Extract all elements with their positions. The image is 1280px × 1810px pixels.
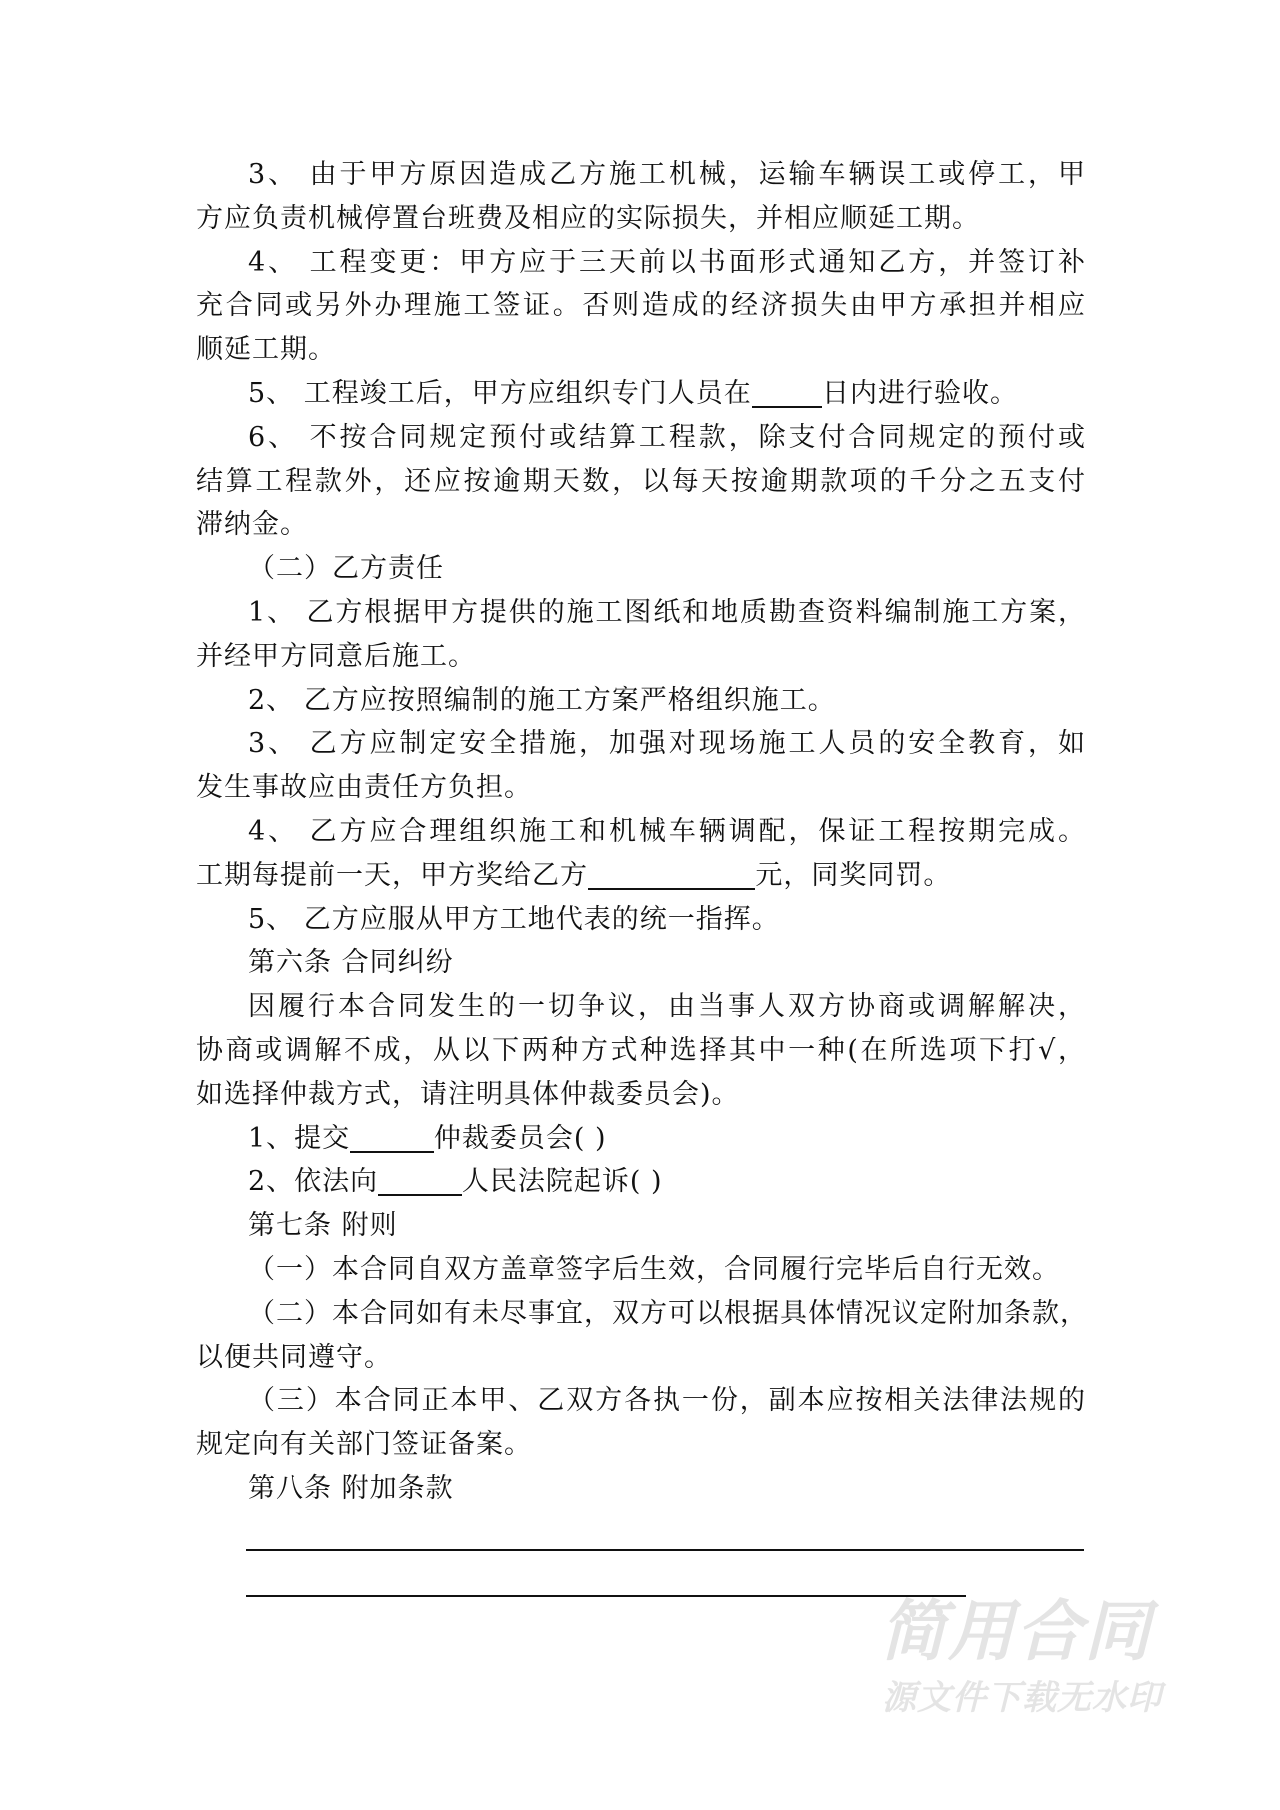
text-segment: （三）本合同正本甲、乙双方各执一份，副本应按相关法律法规的 (248, 1385, 1086, 1417)
additional-terms-line-2 (246, 1595, 966, 1597)
paragraph-line (196, 1117, 1086, 1161)
text-segment: 1、提交 (248, 1122, 351, 1154)
text-segment: 5、 乙方应服从甲方工地代表的统一指挥。 (248, 903, 780, 935)
text-segment: 并经甲方同意后施工。 (196, 640, 476, 672)
paragraph-line (196, 591, 1086, 635)
additional-terms-line-1 (246, 1549, 1084, 1551)
paragraph-line (196, 1204, 1086, 1248)
text-segment: 4、 乙方应合理组织施工和机械车辆调配，保证工程按期完成。 (248, 815, 1086, 847)
text-segment: 日内进行验收。 (821, 377, 1018, 409)
paragraph-line (196, 1248, 1086, 1292)
text-segment: （一）本合同自双方盖章签字后生效，合同履行完毕后自行无效。 (248, 1253, 1060, 1285)
contract-body (196, 153, 1086, 1511)
paragraph-line (196, 241, 1086, 285)
paragraph-line (196, 766, 1086, 810)
fill-in-blank[interactable] (350, 1117, 434, 1153)
paragraph-line (196, 810, 1086, 854)
text-segment: 2、依法向 (248, 1166, 379, 1198)
fill-in-blank[interactable] (752, 372, 822, 408)
text-segment: 第八条 附加条款 (248, 1472, 454, 1504)
text-segment: 1、 乙方根据甲方提供的施工图纸和地质勘查资料编制施工方案， (248, 596, 1086, 628)
text-segment: 充合同或另外办理施工签证。否则造成的经济损失由甲方承担并相应 (196, 290, 1086, 322)
text-segment: 顺延工期。 (196, 334, 336, 366)
text-segment: 以便共同遵守。 (196, 1341, 392, 1373)
text-segment: 滞纳金。 (196, 509, 308, 541)
paragraph-line (196, 941, 1086, 985)
paragraph-line (196, 1073, 1086, 1117)
text-segment: 3、 乙方应制定安全措施，加强对现场施工人员的安全教育，如 (248, 728, 1086, 760)
text-segment: （二）乙方责任 (248, 553, 444, 585)
text-segment: 仲裁委员会( ) (433, 1122, 607, 1154)
paragraph-line (196, 284, 1086, 328)
text-segment: 发生事故应由责任方负担。 (196, 772, 532, 804)
paragraph-line (196, 416, 1086, 460)
text-segment: （二）本合同如有未尽事宜，双方可以根据具体情况议定附加条款， (248, 1297, 1088, 1329)
paragraph-line (196, 547, 1086, 591)
paragraph-line (196, 635, 1086, 679)
paragraph-line (196, 679, 1086, 723)
paragraph-line (196, 503, 1086, 547)
text-segment: 如选择仲裁方式，请注明具体仲裁委员会)。 (196, 1078, 740, 1110)
text-segment: 因履行本合同发生的一切争议，由当事人双方协商或调解解决， (248, 991, 1086, 1023)
text-segment: 6、 不按合同规定预付或结算工程款，除支付合同规定的预付或 (248, 421, 1086, 453)
paragraph-line (196, 1467, 1086, 1511)
text-segment: 2、 乙方应按照编制的施工方案严格组织施工。 (248, 684, 836, 716)
paragraph-line (196, 1292, 1086, 1336)
fill-in-blank[interactable] (588, 854, 755, 890)
text-segment: 3、 由于甲方原因造成乙方施工机械，运输车辆误工或停工，甲 (248, 159, 1086, 190)
paragraph-line (196, 898, 1086, 942)
text-segment: 5、 工程竣工后，甲方应组织专门人员在 (248, 377, 752, 409)
paragraph-line (196, 1379, 1086, 1423)
paragraph-line (196, 1336, 1086, 1380)
paragraph-line (196, 197, 1086, 241)
paragraph-line (196, 372, 1086, 416)
text-segment: 方应负责机械停置台班费及相应的实际损失，并相应顺延工期。 (196, 202, 980, 234)
paragraph-line (196, 460, 1086, 504)
text-segment: 结算工程款外，还应按逾期天数，以每天按逾期款项的千分之五支付 (196, 465, 1086, 497)
text-segment: 元，同奖同罚。 (755, 859, 952, 891)
fill-in-blank[interactable] (378, 1160, 462, 1196)
text-segment: 工期每提前一天，甲方奖给乙方 (196, 859, 588, 891)
watermark-subtitle: 源文件下载无水印 (882, 1678, 1162, 1718)
paragraph-line (196, 1423, 1086, 1467)
text-segment: 规定向有关部门签证备案。 (196, 1429, 532, 1461)
paragraph-line (196, 985, 1086, 1029)
text-segment: 第七条 附则 (248, 1210, 398, 1242)
text-segment: 人民法院起诉( ) (461, 1166, 663, 1198)
paragraph-line (196, 1029, 1086, 1073)
text-segment: 协商或调解不成，从以下两种方式种选择其中一种(在所选项下打√， (196, 1034, 1086, 1066)
paragraph-line (196, 1160, 1086, 1204)
paragraph-line (196, 854, 1086, 898)
text-segment: 4、 工程变更：甲方应于三天前以书面形式通知乙方，并签订补 (248, 246, 1086, 278)
paragraph-line (196, 722, 1086, 766)
paragraph-line (196, 328, 1086, 372)
watermark-logo: 简用合同 (880, 1593, 1152, 1670)
paragraph-line (196, 153, 1086, 197)
text-segment: 第六条 合同纠纷 (248, 947, 454, 979)
